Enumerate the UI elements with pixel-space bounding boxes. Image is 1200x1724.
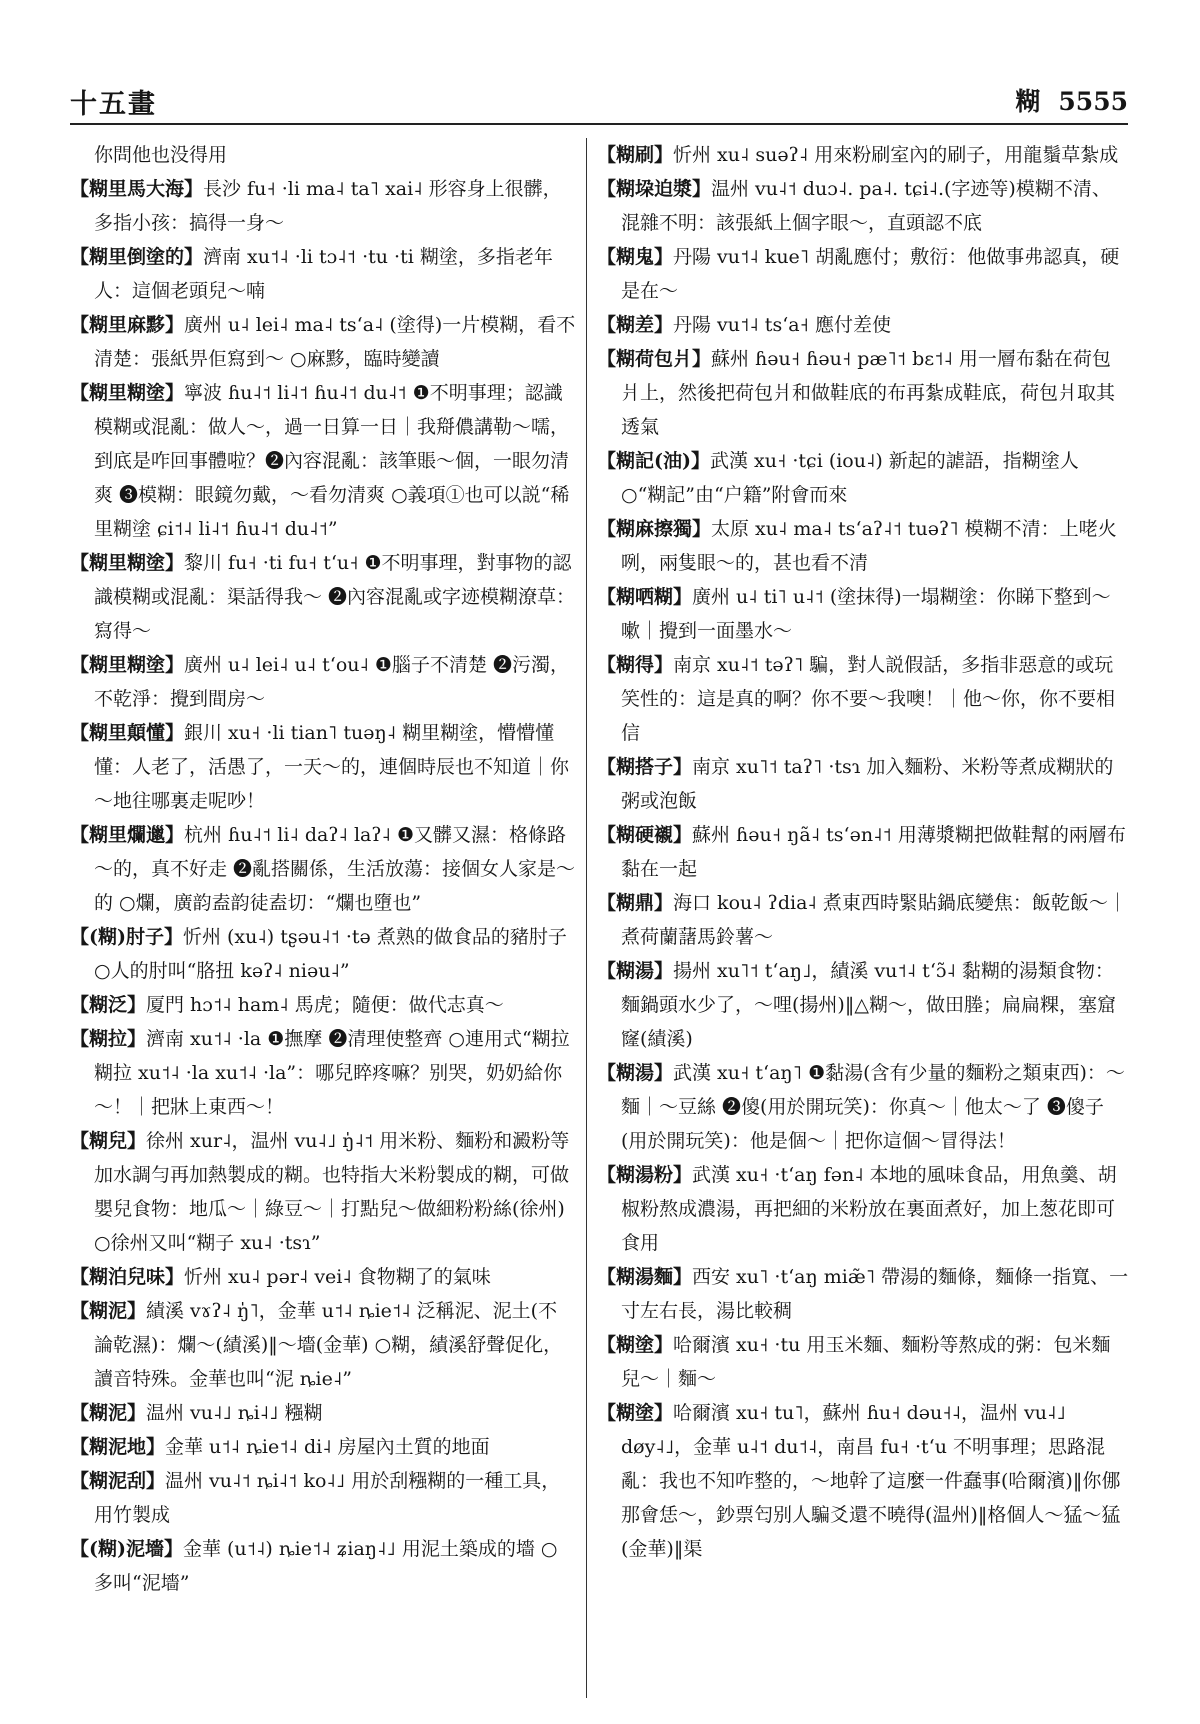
dictionary-entry — [597, 886, 1129, 954]
entry-headword: 【糊里糊塗】 — [70, 552, 185, 574]
entry-headword: 【糊泥】 — [70, 1300, 147, 1322]
entry-headword: 【糊泥地】 — [70, 1436, 166, 1458]
entry-headword: 【糊湯】 — [597, 1062, 674, 1084]
entry-headword: 【(糊)泥墻】 — [70, 1538, 183, 1560]
dictionary-entry — [70, 818, 576, 920]
entry-headword: 【糊泊兒味】 — [70, 1266, 185, 1288]
entry-headword: 【糊鼎】 — [597, 892, 674, 914]
entry-headword: 【糊搭子】 — [597, 756, 693, 778]
entry-headword: 【糊湯粉】 — [597, 1164, 693, 1186]
entry-body: 哈爾濱 xu˧ ·tu 用玉米麵、麵粉等熬成的粥：包米麵兒～｜麵～ — [621, 1334, 1111, 1390]
running-head — [997, 82, 1128, 118]
dictionary-entry — [597, 1056, 1129, 1158]
entry-body: 金華 (u˦˨) ȵie˦˨ ʑiaŋ˨˩ 用泥土築成的墻 ○多叫“泥墻” — [94, 1538, 558, 1594]
entry-headword: 【糊麻擦獨】 — [597, 518, 712, 540]
dictionary-entry — [597, 580, 1129, 648]
entry-headword: 【糊塗】 — [597, 1402, 674, 1424]
dictionary-entry — [70, 308, 576, 376]
dictionary-entry — [597, 138, 1129, 172]
entry-headword: 【糊荷包爿】 — [597, 348, 712, 370]
dictionary-entry — [70, 240, 576, 308]
entry-body: 蘇州 ɦəu˧ ŋã˨ tsʻən˨˦ 用薄漿糊把做鞋幫的兩層布黏在一起 — [621, 824, 1126, 880]
page-number: 5555 — [1058, 87, 1128, 116]
dictionary-entry — [70, 648, 576, 716]
dictionary-entry — [597, 240, 1129, 308]
dictionary-entry — [597, 1158, 1129, 1260]
entry-headword: 【糊湯】 — [597, 960, 674, 982]
entry-body: 金華 u˦˨ ȵie˦˨ di˨ 房屋內土質的地面 — [165, 1436, 490, 1458]
entry-headword: 【糊里顛懂】 — [70, 722, 185, 744]
entry-body: 哈爾濱 xu˧ tu˥，蘇州 ɦu˧ dəu˧˨，温州 vu˨˩ døy˨˩，金華 u˨˦ du˦˨，南昌 fu˧ ·tʻu 不明事理；思路混亂：我也不知咋整的，～地幹了這麼一件蠢事(哈爾濱)‖你㑚那會恁～，鈔票匄别人騙爻還不曉得(温州)‖格個人～猛～猛(金華)‖渠 — [621, 1402, 1121, 1560]
dictionary-entry — [70, 1396, 576, 1430]
entry-headword: 【糊得】 — [597, 654, 674, 676]
dictionary-entry — [597, 172, 1129, 240]
dictionary-entry — [597, 818, 1129, 886]
dictionary-entry — [597, 648, 1129, 750]
entry-body: 廣州 u˨ lei˨ ma˨ tsʻa˨ (塗得)一片模糊，看不清楚：張紙畀佢寫到～ ○麻黟，臨時變讀 — [94, 314, 576, 370]
entry-body: 丹陽 vu˦˨ kue˥ 胡亂應付；敷衍：他做事弗認真，硬是在～ — [621, 246, 1120, 302]
entry-body: 温州 vu˨˦ duɔ˨. pa˨. tɕi˨.(字迹等)模糊不清、混雜不明：該張紙上個字眼～，直頭認不底 — [621, 178, 1111, 234]
left-column — [70, 138, 576, 1698]
dictionary-entry — [70, 920, 576, 988]
dictionary-entry — [597, 444, 1129, 512]
entry-headword: 【糊刷】 — [597, 144, 674, 166]
entry-headword: 【糊差】 — [597, 314, 674, 336]
entry-body: 蘇州 ɦəu˧ ɦəu˧ pæ˥˦ bɛ˦˨ 用一層布黏在荷包爿上，然後把荷包爿和做鞋底的布再紮成鞋底，荷包爿取其透氣 — [621, 348, 1116, 438]
dictionary-entry — [70, 1022, 576, 1124]
entry-headword: 【糊里糊塗】 — [70, 382, 185, 404]
dictionary-entry — [70, 376, 576, 546]
dictionary-entry — [597, 1260, 1129, 1328]
entry-headword: 【糊泥刮】 — [70, 1470, 166, 1492]
entry-body: 廣州 u˨ lei˨ u˨ tʻou˨ ❶腦子不清楚 ❷污濁，不乾淨：攪到間房～ — [94, 654, 569, 710]
entry-body: 武漢 xu˧ tʻaŋ˥ ❶黏湯(含有少量的麵粉之類東西)：～麵｜～豆絲 ❷傻(用於開玩笑)：你真～｜他太～了 ❸傻子(用於開玩笑)：他是個～｜把你這個～冒得法！ — [621, 1062, 1125, 1152]
entry-headword: 【糊里倒塗的】 — [70, 246, 204, 268]
dictionary-entry — [70, 1124, 576, 1260]
entry-headword: 【糊拉】 — [70, 1028, 147, 1050]
entry-body: 温州 vu˨˩ ȵi˨˩ 糨糊 — [146, 1402, 323, 1424]
entry-headword: 【糊硬襯】 — [597, 824, 693, 846]
dictionary-entry — [597, 512, 1129, 580]
entry-body: 長沙 fu˧ ·li ma˨ ta˥ xai˨ 形容身上很髒，多指小孩：搞得一身～ — [94, 178, 562, 234]
dictionary-entry — [70, 716, 576, 818]
entry-body: 温州 vu˨˦ ȵi˨˦ ko˨˩ 用於刮糨糊的一種工具，用竹製成 — [94, 1470, 561, 1526]
dictionary-entry — [70, 1294, 576, 1396]
head-character: 糊 — [1015, 87, 1041, 116]
entry-body: 南京 xu˥˦ taʔ˥ ·tsɿ 加入麵粉、米粉等煮成糊狀的粥或泡飯 — [621, 756, 1114, 812]
entry-body: 忻州 xu˨ pər˨ vei˨ 食物糊了的氣味 — [184, 1266, 491, 1288]
entry-body: 揚州 xu˥˦ tʻaŋ˩，績溪 vu˦˨ tʻɔ̃˨ 黏糊的湯類食物：麵鍋頭水少了，～哩(揚州)‖△糊～，做田塍；扁扁粿，塞窟窿(績溪) — [621, 960, 1116, 1050]
dictionary-entry — [597, 1328, 1129, 1396]
stroke-section-title: 十五畫 — [70, 89, 157, 120]
entry-headword: 【糊泥】 — [70, 1402, 147, 1424]
dictionary-entry — [70, 1532, 576, 1600]
entry-body: 厦門 hɔ˦˨ ham˨ 馬虎；隨便：做代志真～ — [146, 994, 504, 1016]
dictionary-entry — [70, 172, 576, 240]
dictionary-entry — [597, 308, 1129, 342]
dictionary-entry — [70, 546, 576, 648]
dictionary-entry — [70, 1260, 576, 1294]
dictionary-entry — [70, 1464, 576, 1532]
right-column — [597, 138, 1129, 1698]
entry-body: 武漢 xu˧ ·tʻaŋ fən˨ 本地的風味食品，用魚羹、胡椒粉熬成濃湯，再把細的米粉放在裏面煮好，加上葱花即可食用 — [621, 1164, 1117, 1254]
entry-body: 績溪 vɤʔ˨ ŋ̍˥，金華 u˦˨ ȵie˦˨ 泛稱泥、泥土(不論乾濕)：爛～(績溪)‖～墻(金華) ○糊，績溪舒聲促化，讀音特殊。金華也叫“泥 ȵie˨” — [94, 1300, 563, 1390]
entry-body: 廣州 u˨ ti˥ u˨˦ (塗抹得)一塌糊塗：你睇下整到～嗽｜攪到一面墨水～ — [621, 586, 1111, 642]
entry-body: 武漢 xu˧ ·tɕi (iou˨) 新起的謔語，指糊塗人 ○“糊記”由“户籍”附會而來 — [621, 450, 1079, 506]
entry-headword: 【糊記(油)】 — [597, 450, 710, 472]
entry-body: 忻州 (xu˨) tʂəu˨˦ ·tə 煮熟的做食品的豬肘子 ○人的肘叫“胳扭 kəʔ˨ niəu˨” — [94, 926, 567, 982]
entry-headword: 【糊垜迫漿】 — [597, 178, 712, 200]
dictionary-entry — [597, 342, 1129, 444]
entry-headword: 【糊塗】 — [597, 1334, 674, 1356]
entry-body: 南京 xu˨˦ təʔ˥ 騙，對人説假話，多指非惡意的或玩笑性的：這是真的啊？你不要～我噢！｜他～你，你不要相信 — [621, 654, 1116, 744]
entry-body: 杭州 ɦu˨˦ li˨ daʔ˨ laʔ˨ ❶又髒又濕：格條路～的，真不好走 ❷亂搭關係，生活放蕩：接個女人家是～的 ○爛，廣韵盍韵徒盍切：“爛也墮也” — [94, 824, 576, 914]
entry-headword: 【糊哂糊】 — [597, 586, 693, 608]
entry-headword: 【糊兒】 — [70, 1130, 147, 1152]
entry-body: 濟南 xu˦˨ ·li tɔ˨˦ ·tu ·ti 糊塗，多指老年人：這個老頭兒～喃 — [94, 246, 553, 302]
entry-headword: 【糊湯麵】 — [597, 1266, 693, 1288]
entry-headword: 【糊里麻黟】 — [70, 314, 185, 336]
dictionary-entry — [70, 1430, 576, 1464]
entry-body: 太原 xu˨ ma˨ tsʻaʔ˨˦ tuəʔ˥ 模糊不清：上咾火咧，兩隻眼～的，甚也看不清 — [621, 518, 1117, 574]
entry-body: 濟南 xu˦˨ ·la ❶撫摩 ❷清理使整齊 ○連用式“糊拉糊拉 xu˦˨ ·la xu˦˨ ·la”：哪兒睟疼嘛？别哭，奶奶給你～！｜把牀上東西～！ — [94, 1028, 570, 1118]
continued-text: 你問他也没得用 — [94, 144, 228, 166]
dictionary-entry — [597, 954, 1129, 1056]
entry-headword: 【糊里爛邋】 — [70, 824, 185, 846]
entry-body: 黎川 fu˧ ·ti fu˧ tʻu˧ ❶不明事理，對事物的認識模糊或混亂：渠話得我～ ❷內容混亂或字迹模糊潦草：寫得～ — [94, 552, 576, 642]
column-divider — [586, 138, 587, 1698]
entry-body: 忻州 xu˨ suəʔ˨ 用來粉刷室內的刷子，用龍鬚草紮成 — [673, 144, 1119, 166]
dictionary-entry — [597, 750, 1129, 818]
entry-body: 寧波 ɦu˨˦ li˨˦ ɦu˨˦ du˨˦ ❶不明事理；認識模糊或混亂：做人～，過一日算一日｜我搿儂講勒～嚅，到底是咋回事體啦？❷內容混亂：該筆賬～個，一眼勿清爽 ❸模糊：眼鏡勿戴，～看勿清爽 ○義項①也可以説“稀里糊塗 ɕi˦˨ li˨˦ ɦu˨˦ du˨˦” — [94, 382, 570, 540]
dictionary-entry — [70, 988, 576, 1022]
entry-headword: 【糊里糊塗】 — [70, 654, 185, 676]
entry-headword: 【糊鬼】 — [597, 246, 674, 268]
entry-body: 丹陽 vu˦˨ tsʻa˧ 應付差使 — [673, 314, 891, 336]
dictionary-entry — [597, 1396, 1129, 1566]
entry-headword: 【糊泛】 — [70, 994, 147, 1016]
entry-body: 銀川 xu˧ ·li tian˥ tuəŋ˨ 糊里糊塗，懵懵懂懂：人老了，活愚了，一天～的，連個時辰也不知道｜你～地往哪裏走呢吵！ — [94, 722, 570, 812]
entry-body: 西安 xu˥ ·tʻaŋ miæ̃˥ 帶湯的麵條，麵條一指寬、一寸左右長，湯比較稠 — [621, 1266, 1129, 1322]
entry-headword: 【(糊)肘子】 — [70, 926, 183, 948]
header-rule — [70, 123, 1128, 125]
entry-body: 徐州 xur˨，温州 vu˨˩ ŋ̍˨˦ 用米粉、麵粉和澱粉等加水調勻再加熱製成的糊。也特指大米粉製成的糊，可做嬰兒食物：地瓜～｜綠豆～｜打點兒～做細粉粉絲(徐州) ○徐州又叫“糊子 xu˨ ·tsɿ” — [94, 1130, 570, 1254]
entry-body: 海口 kou˨ ʔdia˨ 煮東西時緊貼鍋底變焦：飯乾飯～｜煮荷蘭藷馬鈴薯～ — [621, 892, 1127, 948]
entry-headword: 【糊里馬大海】 — [70, 178, 204, 200]
